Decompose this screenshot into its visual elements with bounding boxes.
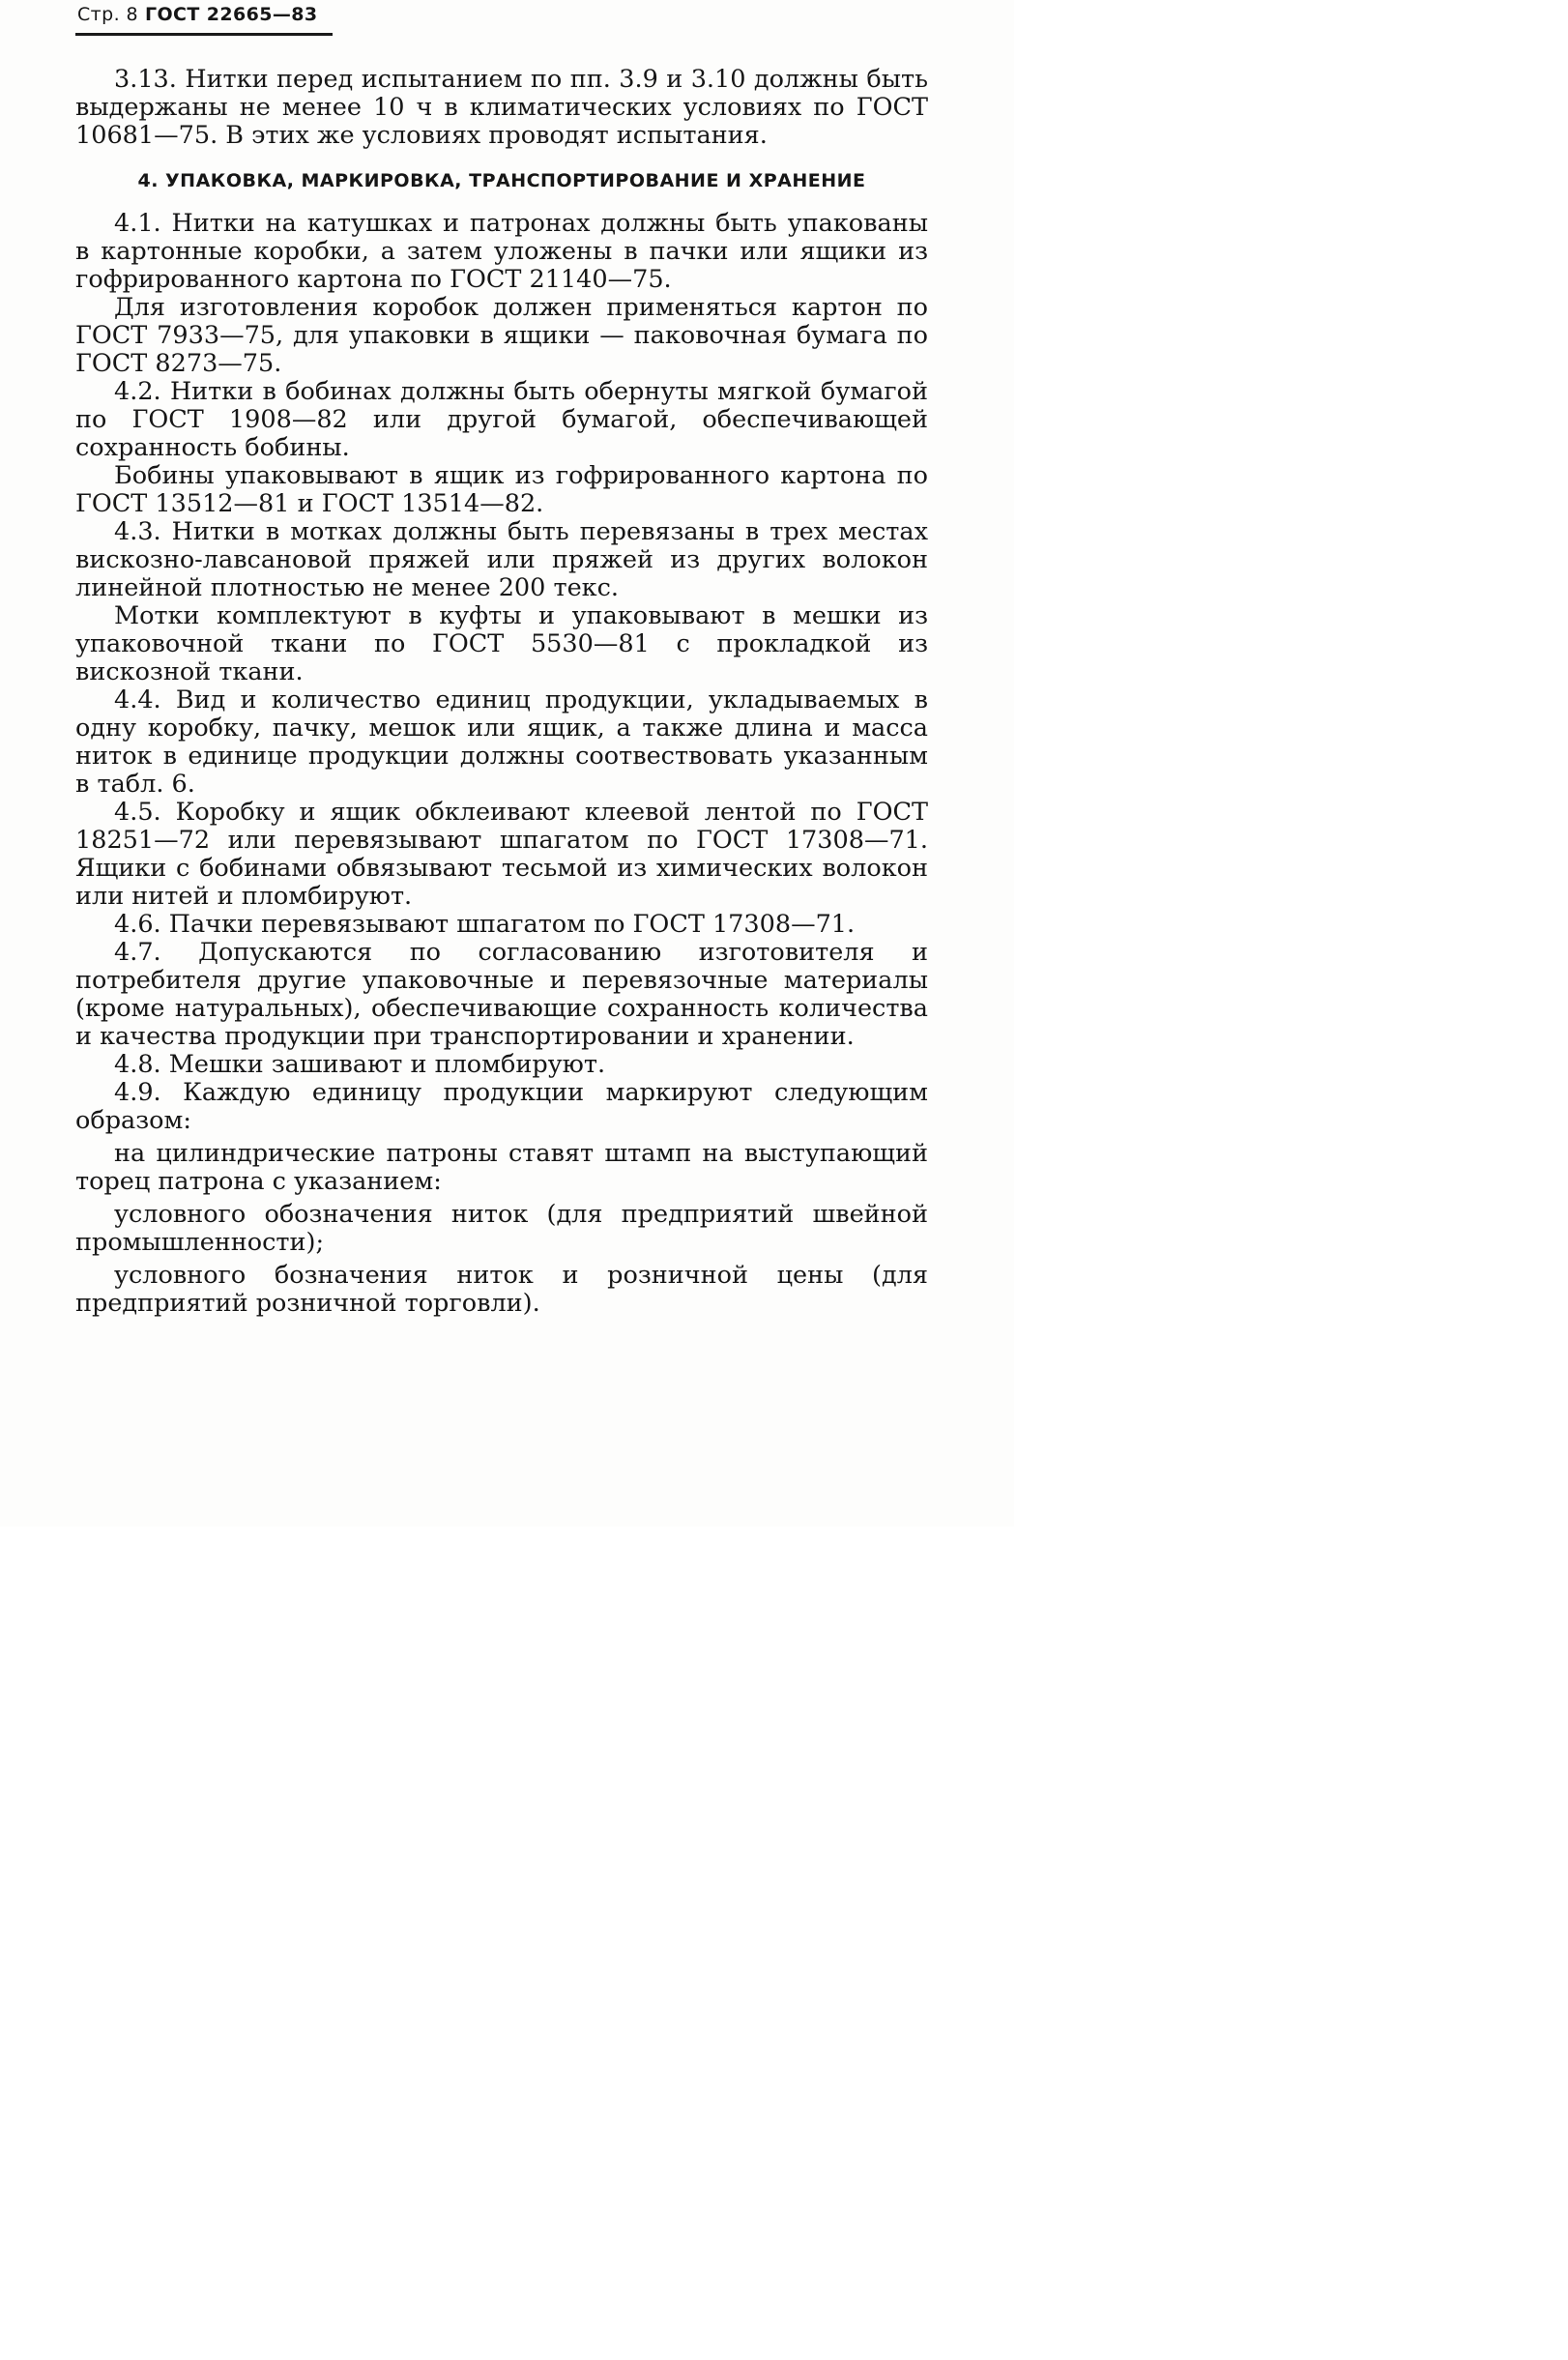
section-heading: 4. УПАКОВКА, МАРКИРОВКА, ТРАНСПОРТИРОВАНИЕ И ХРАНЕНИЕ <box>137 170 866 191</box>
page-header <box>77 4 318 25</box>
paragraph-4-1: 4.1. Нитки на катушках и патронах должны быть упакованы в картонные коробки, а затем уложены в пачки или ящики из гофрированного картона по ГОСТ 21140—75. <box>75 209 928 294</box>
paragraph-4-2: 4.2. Нитки в бобинах должны быть обернуты мягкой бумагой по ГОСТ 1908—82 или другой бумагой, обеспечивающей сохранность бобины. <box>75 377 928 462</box>
paragraph-4-9-industry: условного обозначения ниток (для предприятий швейной промышленности); <box>75 1200 928 1257</box>
standard-designation: ГОСТ 22665—83 <box>144 4 318 25</box>
paragraph-4-1-cont: Для изготовления коробок должен применяться картон по ГОСТ 7933—75, для упаковки в ящики — паковочная бумага по ГОСТ 8273—75. <box>75 293 928 378</box>
paragraph-4-9: 4.9. Каждую единицу продукции маркируют следующим образом: <box>75 1078 928 1135</box>
paragraph-4-5: 4.5. Коробку и ящик обклеивают клеевой лентой по ГОСТ 18251—72 или перевязывают шпагатом по ГОСТ 17308—71. Ящики с бобинами обвязывают тесьмой из химических волокон или нитей и пломбируют. <box>75 798 928 911</box>
paragraph-4-2-cont: Бобины упаковывают в ящик из гофрированного картона по ГОСТ 13512—81 и ГОСТ 13514—82. <box>75 461 928 518</box>
paragraph-4-3: 4.3. Нитки в мотках должны быть перевязаны в трех местах вискозно-лавсановой пряжей или пряжей из других волокон линейной плотностью не менее 200 текс. <box>75 517 928 602</box>
paragraph-4-8: 4.8. Мешки зашивают и пломбируют. <box>114 1050 606 1079</box>
document-page <box>0 0 1014 1527</box>
paragraph-4-9-cylinder: на цилиндрические патроны ставят штамп на выступающий торец патрона с указанием: <box>75 1139 928 1196</box>
paragraph-4-4: 4.4. Вид и количество единиц продукции, укладываемых в одну коробку, пачку, мешок или ящик, а также длина и масса ниток в единице продукции должны соотвествовать указанным в табл. 6. <box>75 685 928 799</box>
paragraph-4-9-retail: условного бозначения ниток и розничной цены (для предприятий розничной торговли). <box>75 1261 928 1318</box>
document-body <box>75 66 928 1318</box>
page-number: Стр. 8 <box>77 4 138 25</box>
header-rule <box>75 33 333 36</box>
paragraph-4-3-cont: Мотки комплектуют в куфты и упаковывают в мешки из упаковочной ткани по ГОСТ 5530—81 с прокладкой из вискозной ткани. <box>75 601 928 686</box>
paragraph-4-6: 4.6. Пачки перевязывают шпагатом по ГОСТ 17308—71. <box>114 910 856 939</box>
paragraph-4-7: 4.7. Допускаются по согласованию изготовителя и потребителя другие упаковочные и перевязочные материалы (кроме натуральных), обеспечивающие сохранность количества и качества продукции при транспортировании и хранении. <box>75 938 928 1051</box>
paragraph-3-13: 3.13. Нитки перед испытанием по пп. 3.9 и 3.10 должны быть выдержаны не менее 10 ч в климатических условиях по ГОСТ 10681—75. В этих же условиях проводят испытания. <box>75 65 928 150</box>
